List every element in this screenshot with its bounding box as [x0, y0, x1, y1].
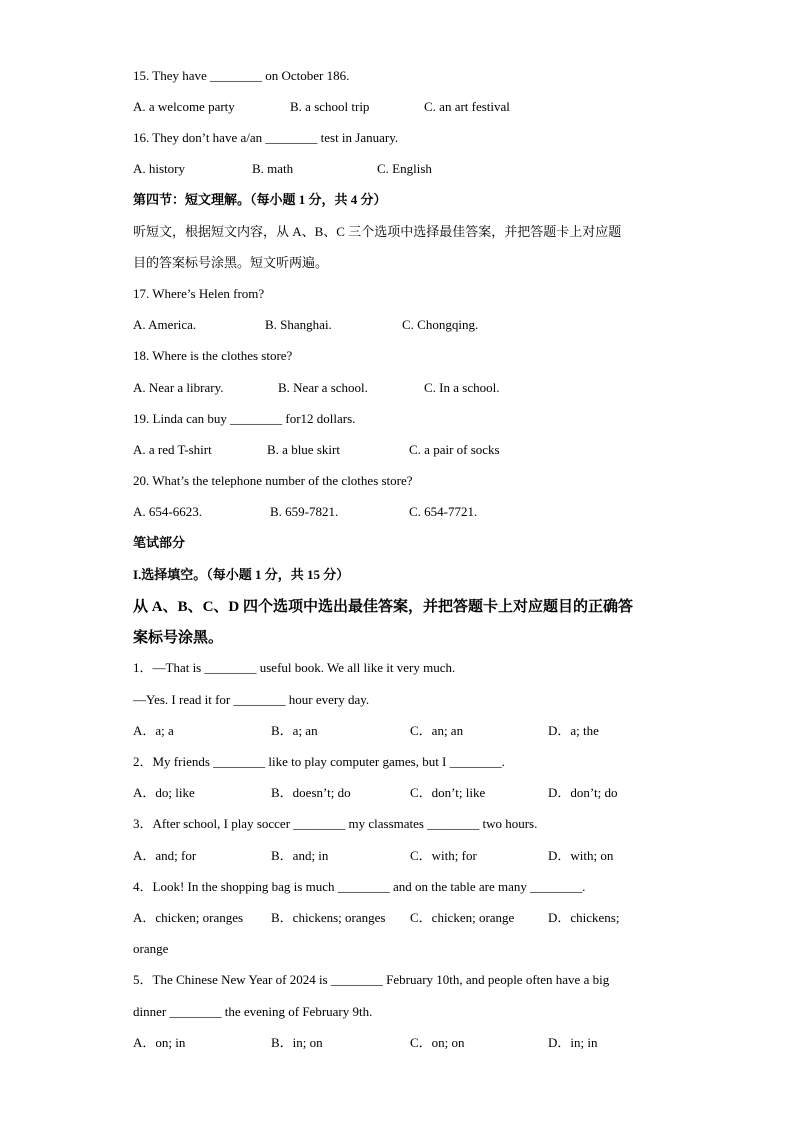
option-c: C. In a school.: [424, 380, 500, 395]
question-16: 16. They don’t have a/an ________ test in January.: [133, 130, 399, 145]
section4-instruction-1: 听短文，根据短文内容，从 A、B、C 三个选项中选择最佳答案，并把答题卡上对应题: [133, 224, 622, 239]
written-heading: 笔试部分: [133, 535, 186, 550]
option-a: A. a welcome party: [133, 99, 235, 114]
options-15: [133, 99, 693, 115]
options-2: [133, 785, 693, 801]
options-17: [133, 317, 693, 333]
question-3: 3．After school, I play soccer ________ my classmates ________ two hours.: [133, 816, 538, 831]
option-b: B. a school trip: [290, 99, 370, 114]
options-18: [133, 380, 693, 396]
question-18: 18. Where is the clothes store?: [133, 348, 293, 363]
question-5-line-2: dinner ________ the evening of February 9th.: [133, 1004, 373, 1019]
options-4: [133, 910, 693, 926]
options-1: [133, 723, 693, 739]
option-c: C．an; an: [410, 723, 464, 738]
option-b: B．in; on: [271, 1035, 323, 1050]
option-d: D．in; in: [548, 1035, 598, 1050]
part1-instruction-1: 从 A、B、C、D 四个选项中选出最佳答案，并把答题卡上对应题目的正确答: [133, 599, 634, 615]
part1-instruction-2: 案标号涂黑。: [133, 630, 224, 646]
option-b: B. math: [252, 161, 294, 176]
options-16: [133, 161, 693, 177]
option-d: D．a; the: [548, 723, 599, 738]
question-19: 19. Linda can buy ________ for12 dollars.: [133, 411, 356, 426]
option-b: B．doesn’t; do: [271, 785, 351, 800]
option-a: A. America.: [133, 317, 197, 332]
option-a: A. 654-6623.: [133, 504, 202, 519]
option-c: C．don’t; like: [410, 785, 486, 800]
option-b: B. 659-7821.: [270, 504, 339, 519]
option-a: A．on; in: [133, 1035, 186, 1050]
option-b: B. Near a school.: [278, 380, 368, 395]
options-20: [133, 504, 693, 520]
part1-heading: I.选择填空。（每小题 1 分，共 15 分）: [133, 567, 350, 582]
option-b: B．a; an: [271, 723, 318, 738]
option-d: D．chickens;: [548, 910, 620, 925]
option-b: B．chickens; oranges: [271, 910, 386, 925]
options-19: [133, 442, 693, 458]
question-4: 4．Look! In the shopping bag is much ________ and on the table are many ________.: [133, 879, 586, 894]
option-c: C. English: [377, 161, 432, 176]
option-c: C. Chongqing.: [402, 317, 479, 332]
option-c: C. an art festival: [424, 99, 510, 114]
option-a: A. Near a library.: [133, 380, 224, 395]
option-d: D．don’t; do: [548, 785, 618, 800]
option-d-wrap: orange: [133, 941, 169, 956]
question-1-line-2: —Yes. I read it for ________ hour every day.: [133, 692, 370, 707]
option-a: A．chicken; oranges: [133, 910, 244, 925]
question-20: 20. What’s the telephone number of the clothes store?: [133, 473, 413, 488]
option-c: C. a pair of socks: [409, 442, 500, 457]
option-a: A. a red T-shirt: [133, 442, 212, 457]
option-a: A．a; a: [133, 723, 174, 738]
section4-heading: 第四节：短文理解。（每小题 1 分，共 4 分）: [133, 192, 387, 207]
option-c: C．on; on: [410, 1035, 465, 1050]
option-c: C. 654-7721.: [409, 504, 478, 519]
section4-instruction-2: 目的答案标号涂黑。短文听两遍。: [133, 255, 329, 270]
option-b: B. Shanghai.: [265, 317, 332, 332]
option-b: B．and; in: [271, 848, 329, 863]
option-d: D．with; on: [548, 848, 614, 863]
option-a: A. history: [133, 161, 185, 176]
question-2: 2．My friends ________ like to play computer games, but I ________.: [133, 754, 505, 769]
question-1-line-1: 1．—That is ________ useful book. We all like it very much.: [133, 660, 456, 675]
option-a: A．and; for: [133, 848, 197, 863]
option-c: C．with; for: [410, 848, 477, 863]
question-5-line-1: 5．The Chinese New Year of 2024 is ________ February 10th, and people often have a big: [133, 972, 610, 987]
option-c: C．chicken; orange: [410, 910, 515, 925]
option-b: B. a blue skirt: [267, 442, 340, 457]
question-15: 15. They have ________ on October 186.: [133, 68, 350, 83]
options-3: [133, 848, 693, 864]
options-5: [133, 1035, 693, 1051]
question-17: 17. Where’s Helen from?: [133, 286, 265, 301]
option-a: A．do; like: [133, 785, 195, 800]
